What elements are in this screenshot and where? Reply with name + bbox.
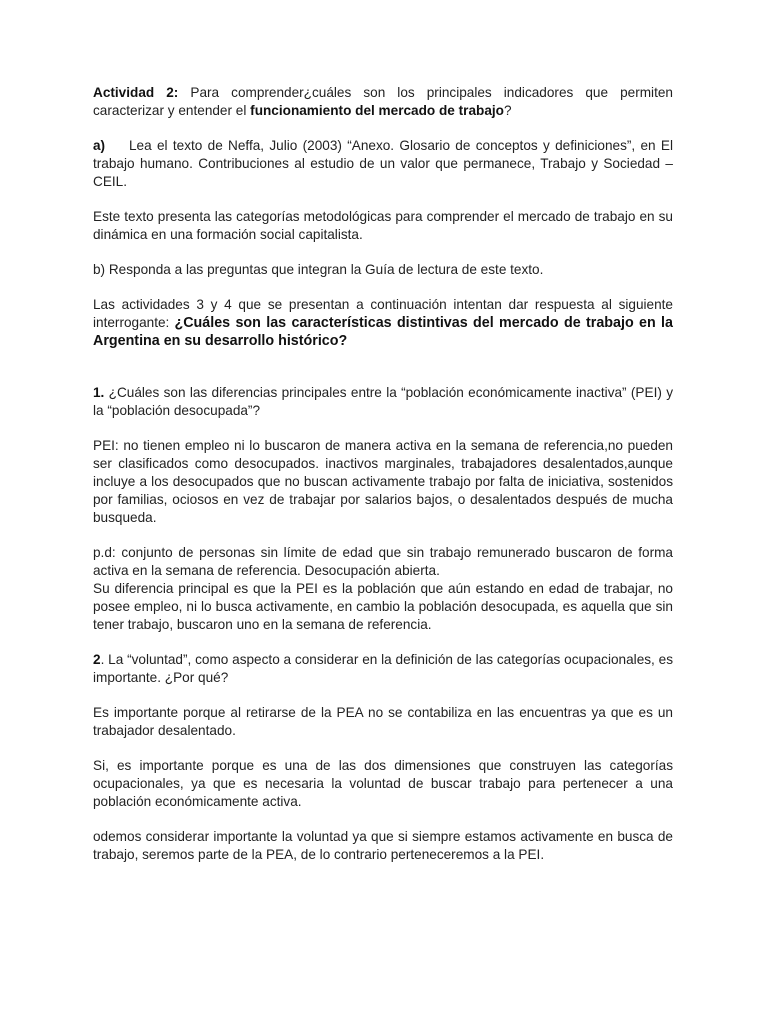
categorias-paragraph: Este texto presenta las categorías metodológicas para comprender el mercado de trabajo en su dinámica en una formación social capitalista. bbox=[93, 209, 673, 242]
answer-2-first: Es importante porque al retirarse de la PEA no se contabiliza en las encuentras ya que es un trabajador desalentado. bbox=[93, 705, 673, 738]
item-b: b) Responda a las preguntas que integran la Guía de lectura de este texto. bbox=[93, 262, 544, 277]
answer-1-pd: p.d: conjunto de personas sin límite de edad que sin trabajo remunerado buscaron de forma activa en la semana de referencia. Desocupación abierta. bbox=[93, 545, 673, 578]
answer-1-pei: PEI: no tienen empleo ni lo buscaron de manera activa en la semana de referencia,no pueden ser clasificados como desocupados. inactivos marginales, trabajadores desalentados,aunque incluye a los desocupados que no buscan activamente trabajo por falta de iniciativa, sostenidos por familias, ociosos en vez de trabajar por salarios bajos, o desalentados después de mucha busqueda. bbox=[93, 438, 673, 525]
activity-intro-end: ? bbox=[503, 103, 512, 118]
question-2-text: . La “voluntad”, como aspecto a considerar en la definición de las categorías ocupacionales, es importante. ¿Por qué? bbox=[93, 652, 673, 685]
actividades-question: ¿Cuáles son las características distintivas del mercado de trabajo en la Argentina en su desarrollo histórico? bbox=[93, 315, 673, 349]
activity-intro-text: Para comprender¿cuáles son los principales indicadores que permiten caracterizar y entender el bbox=[93, 85, 673, 118]
question-1 bbox=[93, 384, 673, 420]
question-1-text: ¿Cuáles son las diferencias principales entre la “población económicamente inactiva” (PEI) y la “población desocupada”? bbox=[93, 385, 673, 418]
answer-1-difference: Su diferencia principal es que la PEI es la población que aún estando en edad de trabajar, no posee empleo, ni lo busca activamente, en cambio la población desocupada, es aquella que sin tener trabajo, buscaron uno en la semana de referencia. bbox=[93, 581, 673, 632]
activity-intro bbox=[93, 84, 673, 120]
answer-2-second: Si, es importante porque es una de las dos dimensiones que construyen las categorías ocupacionales, ya que es necesaria la voluntad de buscar trabajo para pertenecer a una población económicamente activa. bbox=[93, 758, 673, 809]
actividades-paragraph bbox=[93, 296, 673, 350]
item-a-text: Lea el texto de Neffa, Julio (2003) “Anexo. Glosario de conceptos y definiciones”, en El trabajo humano. Contribuciones al estudio de un valor que permanece, Trabajo y Sociedad –CEIL. bbox=[93, 138, 673, 189]
question-2-number: 2 bbox=[93, 652, 101, 667]
question-1-number: 1. bbox=[93, 385, 105, 400]
question-2 bbox=[93, 651, 673, 687]
actividades-text: Las actividades 3 y 4 que se presentan a continuación intentan dar respuesta al siguiente interrogante: bbox=[93, 297, 673, 330]
answer-2-third: odemos considerar importante la voluntad ya que si siempre estamos activamente en busca de trabajo, seremos parte de la PEA, de lo contrario perteneceremos a la PEI. bbox=[93, 829, 673, 862]
item-a bbox=[93, 137, 673, 191]
activity-label: Actividad 2: bbox=[93, 85, 179, 100]
activity-intro-bold: funcionamiento del mercado de trabajo bbox=[250, 103, 504, 118]
item-a-label: a) bbox=[93, 138, 106, 153]
document-page bbox=[93, 84, 673, 864]
